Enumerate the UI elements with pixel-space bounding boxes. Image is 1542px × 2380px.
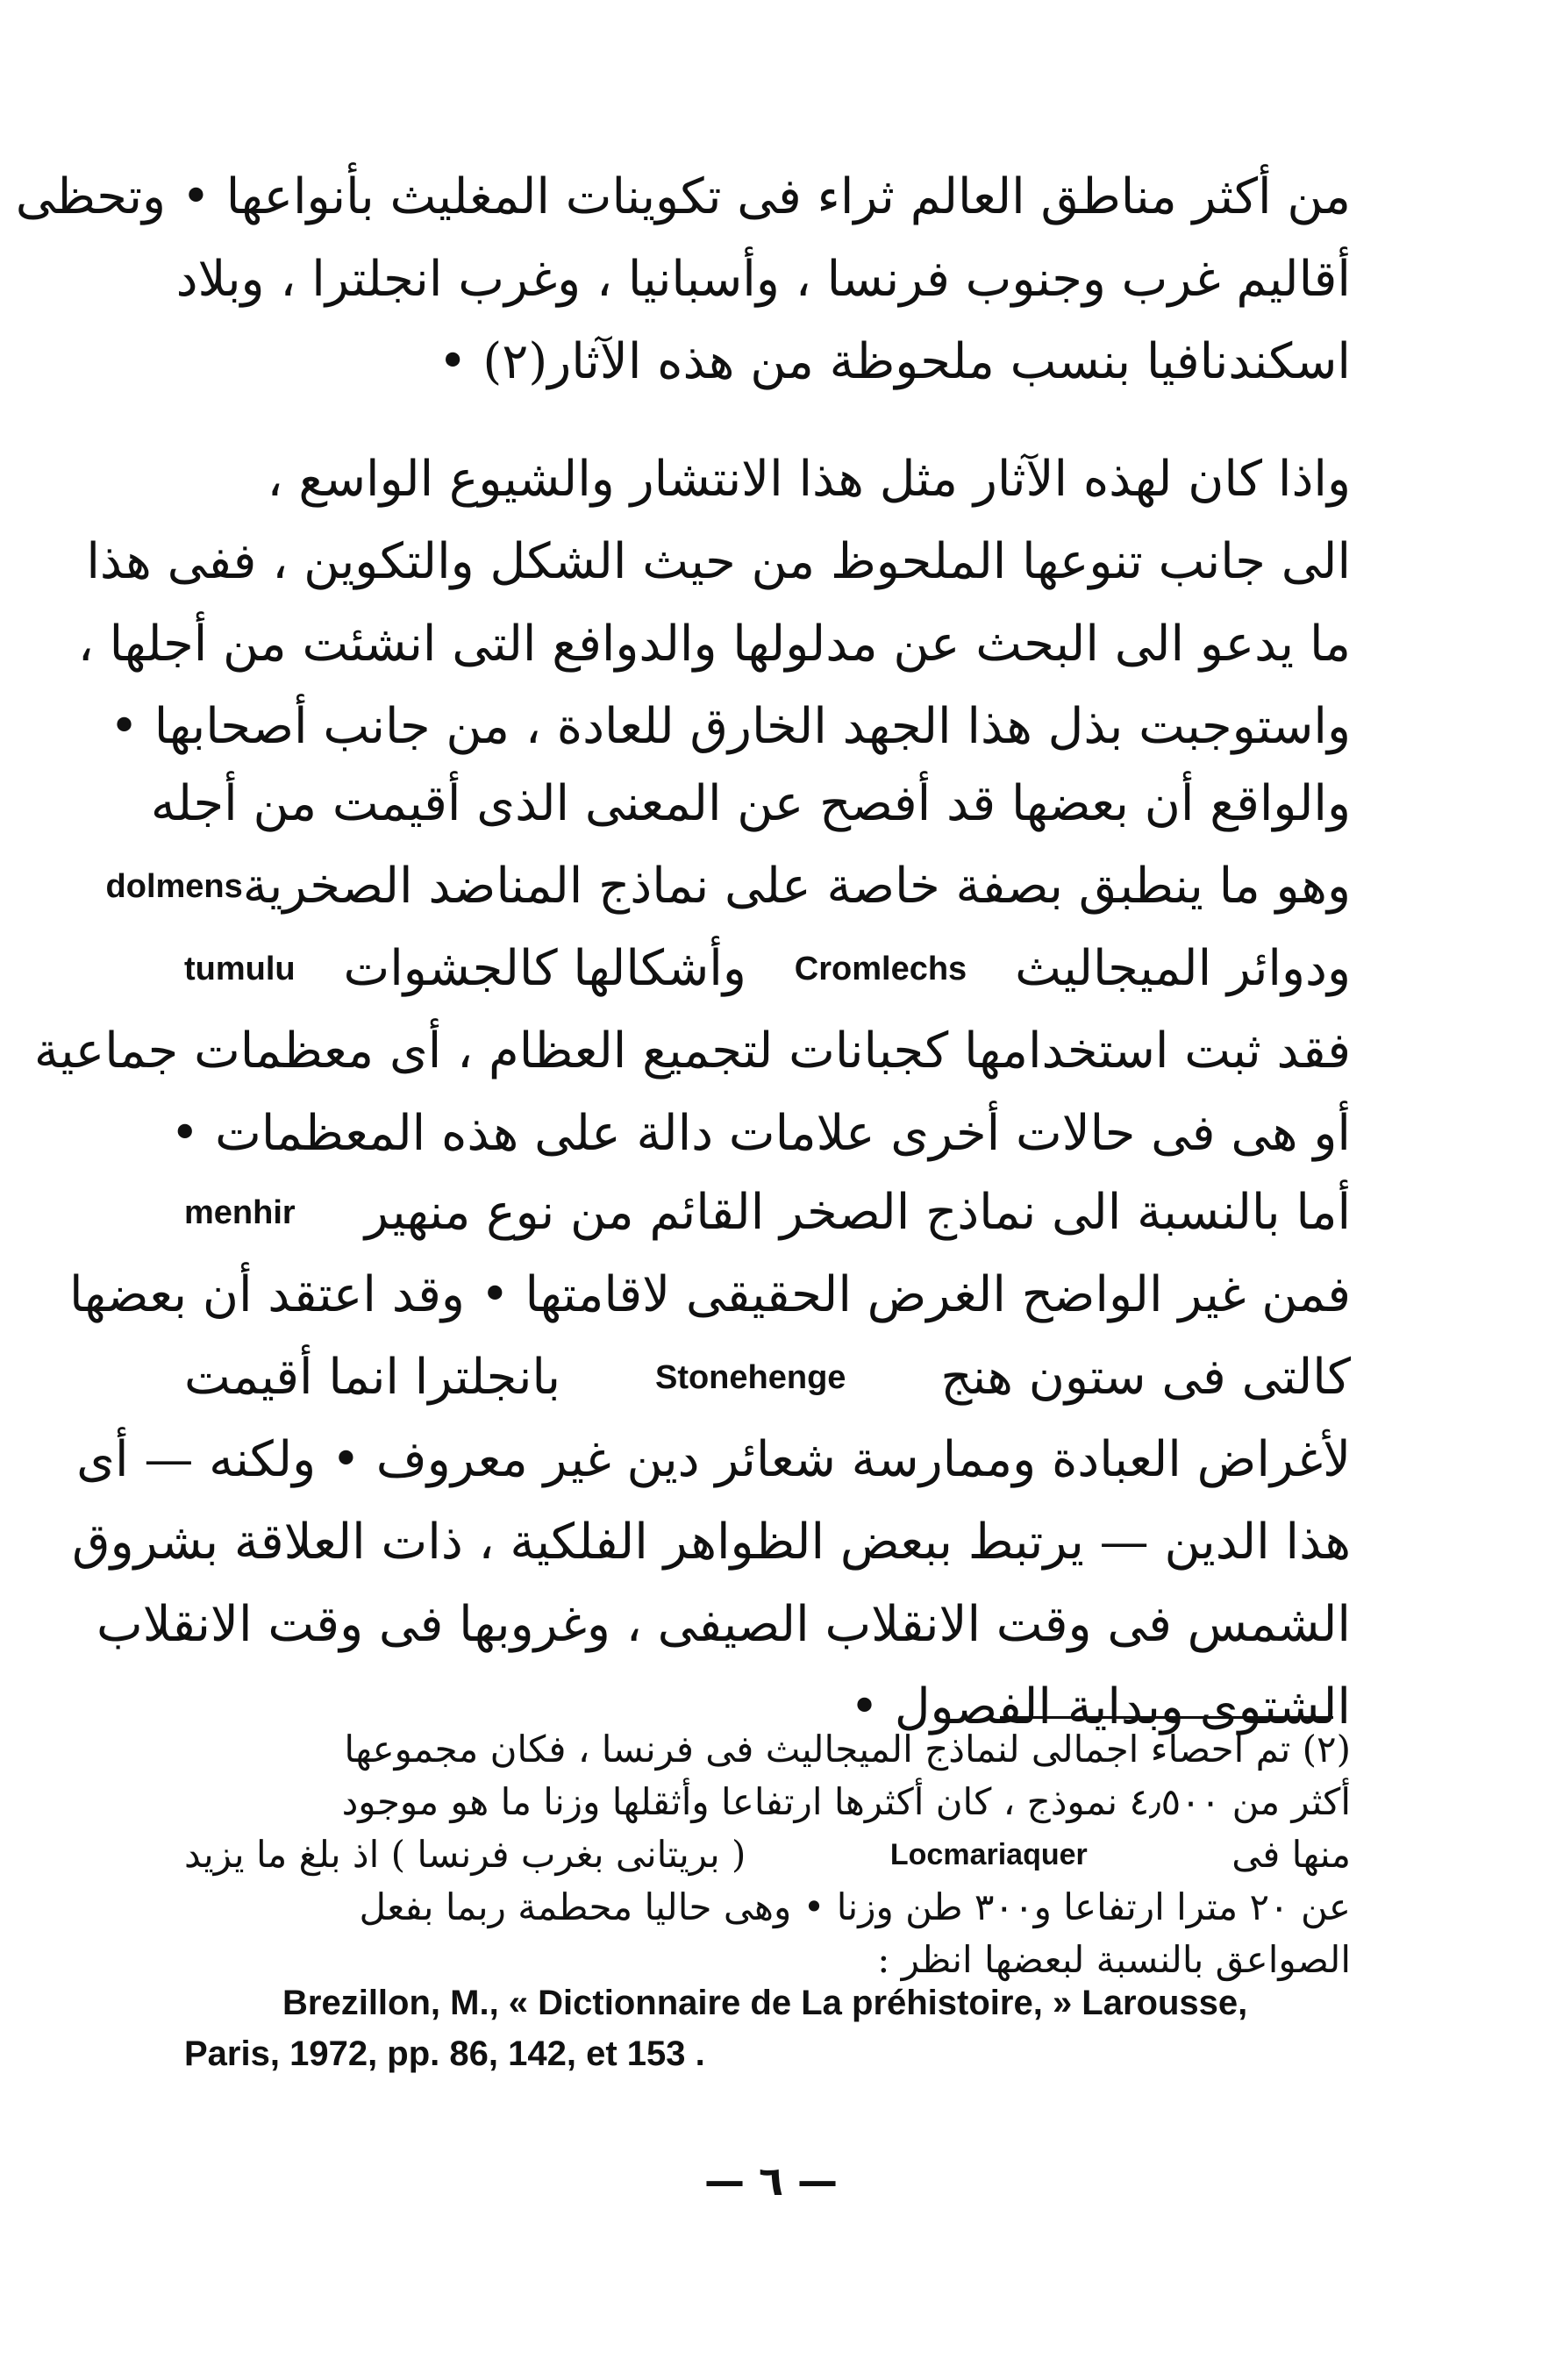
- text-line: واذا كان لهذه الآثار مثل هذا الانتشار والشيوع الواسع ،: [267, 451, 1351, 508]
- text-line: اسكندنافيا بنسب ملحوظة من هذه الآثار(٢) •: [438, 333, 1351, 390]
- bibliography-line: Brezillon, M., « Dictionnaire de La préhistoire, » Larousse,: [282, 1984, 1248, 2022]
- arabic-segment: ( بريتانى بغرب فرنسا ) اذ بلغ ما يزيد: [184, 1833, 746, 1876]
- text-line: واستوجبت بذل هذا الجهد الخارق للعادة ، من جانب أصحابها •: [109, 698, 1351, 755]
- arabic-segment: منها فى: [1231, 1833, 1351, 1876]
- bibliography-reference: [184, 1977, 1351, 2079]
- footnote-divider: [1000, 1716, 1333, 1719]
- arabic-segment: وأشكالها كالجشوات: [343, 940, 746, 997]
- footnote-line: (٢) تم احصاء اجمالى لنماذج الميجاليث فى فرنسا ، فكان مجموعها: [344, 1728, 1351, 1771]
- bibliography-line: Paris, 1972, pp. 86, 142, et 153 .: [184, 2034, 705, 2073]
- latin-term-tumulu: tumulu: [184, 951, 296, 987]
- arabic-segment: كالتى فى ستون هنج: [940, 1349, 1351, 1406]
- footnote-line: عن ٢٠ مترا ارتفاعا و٣٠٠ طن وزنا • وهى حاليا محطمة ربما بفعل: [359, 1885, 1351, 1928]
- text-line: الى جانب تنوعها الملحوظ من حيث الشكل والتكوين ، ففى هذا: [86, 533, 1351, 590]
- footnote-line: الصواعق بالنسبة لبعضها انظر :: [877, 1938, 1351, 1981]
- latin-term-stonehenge: Stonehenge: [654, 1359, 846, 1396]
- text-line: فمن غير الواضح الغرض الحقيقى لاقامتها • وقد اعتقد أن بعضها: [68, 1266, 1351, 1323]
- arabic-segment: بانجلترا انما أقيمت: [184, 1349, 561, 1406]
- text-line-with-terms: [184, 928, 1351, 1010]
- latin-term-cromlechs: Cromlechs: [794, 951, 967, 987]
- footnote-line-with-term: [184, 1828, 1351, 1881]
- paragraph-1: [15, 156, 1351, 403]
- paragraph-4: [68, 1172, 1351, 1749]
- paragraph-2: [77, 438, 1351, 768]
- text-line: والواقع أن بعضها قد أفصح عن المعنى الذى أقيمت من أجله: [150, 775, 1351, 832]
- arabic-segment: ودوائر الميجاليث: [1015, 940, 1351, 997]
- text-line: الشمس فى وقت الانقلاب الصيفى ، وغروبها فى وقت الانقلاب: [96, 1596, 1351, 1653]
- arabic-segment: وهو ما ينطبق بصفة خاصة على نماذج المناضد الصخرية: [242, 858, 1351, 915]
- text-line: هذا الدين — يرتبط ببعض الظواهر الفلكية ، ذات العلاقة بشروق: [72, 1514, 1351, 1571]
- text-line: الشتوى وبداية الفصول •: [850, 1678, 1351, 1735]
- text-line: لأغراض العبادة وممارسة شعائر دين غير معروف • ولكنه — أى: [76, 1431, 1351, 1488]
- text-line: من أكثر مناطق العالم ثراء فى تكوينات المغليث بأنواعها • وتحظى: [15, 168, 1351, 225]
- latin-term-dolmens: dolmens: [105, 868, 243, 905]
- text-line: أقاليم غرب وجنوب فرنسا ، وأسبانيا ، وغرب انجلترا ، وبلاد: [175, 251, 1351, 308]
- text-line: أو هى فى حالات أخرى علامات دالة على هذه المعظمات •: [170, 1105, 1351, 1162]
- text-line-with-term: [184, 1336, 1351, 1419]
- text-line-with-term: [105, 845, 1351, 928]
- footnote-line: أكثر من ٤٫٥٠٠ نموذج ، كان أكثرها ارتفاعا وأثقلها وزنا ما هو موجود: [341, 1780, 1351, 1823]
- page-number: — ٦ —: [703, 2157, 839, 2205]
- arabic-segment: أما بالنسبة الى نماذج الصخر القائم من نوع منهير: [364, 1184, 1351, 1241]
- paragraph-3: [33, 763, 1351, 1175]
- text-line-with-term: [184, 1172, 1351, 1254]
- latin-term-locmariaquer: Locmariaquer: [889, 1838, 1088, 1871]
- footnote: [184, 1723, 1351, 1986]
- text-line: ما يدعو الى البحث عن مدلولها والدوافع التى انشئت من أجلها ،: [77, 616, 1351, 673]
- latin-term-menhir: menhir: [184, 1194, 296, 1231]
- text-line: فقد ثبت استخدامها كجبانات لتجميع العظام ، أى معظمات جماعية: [33, 1023, 1351, 1080]
